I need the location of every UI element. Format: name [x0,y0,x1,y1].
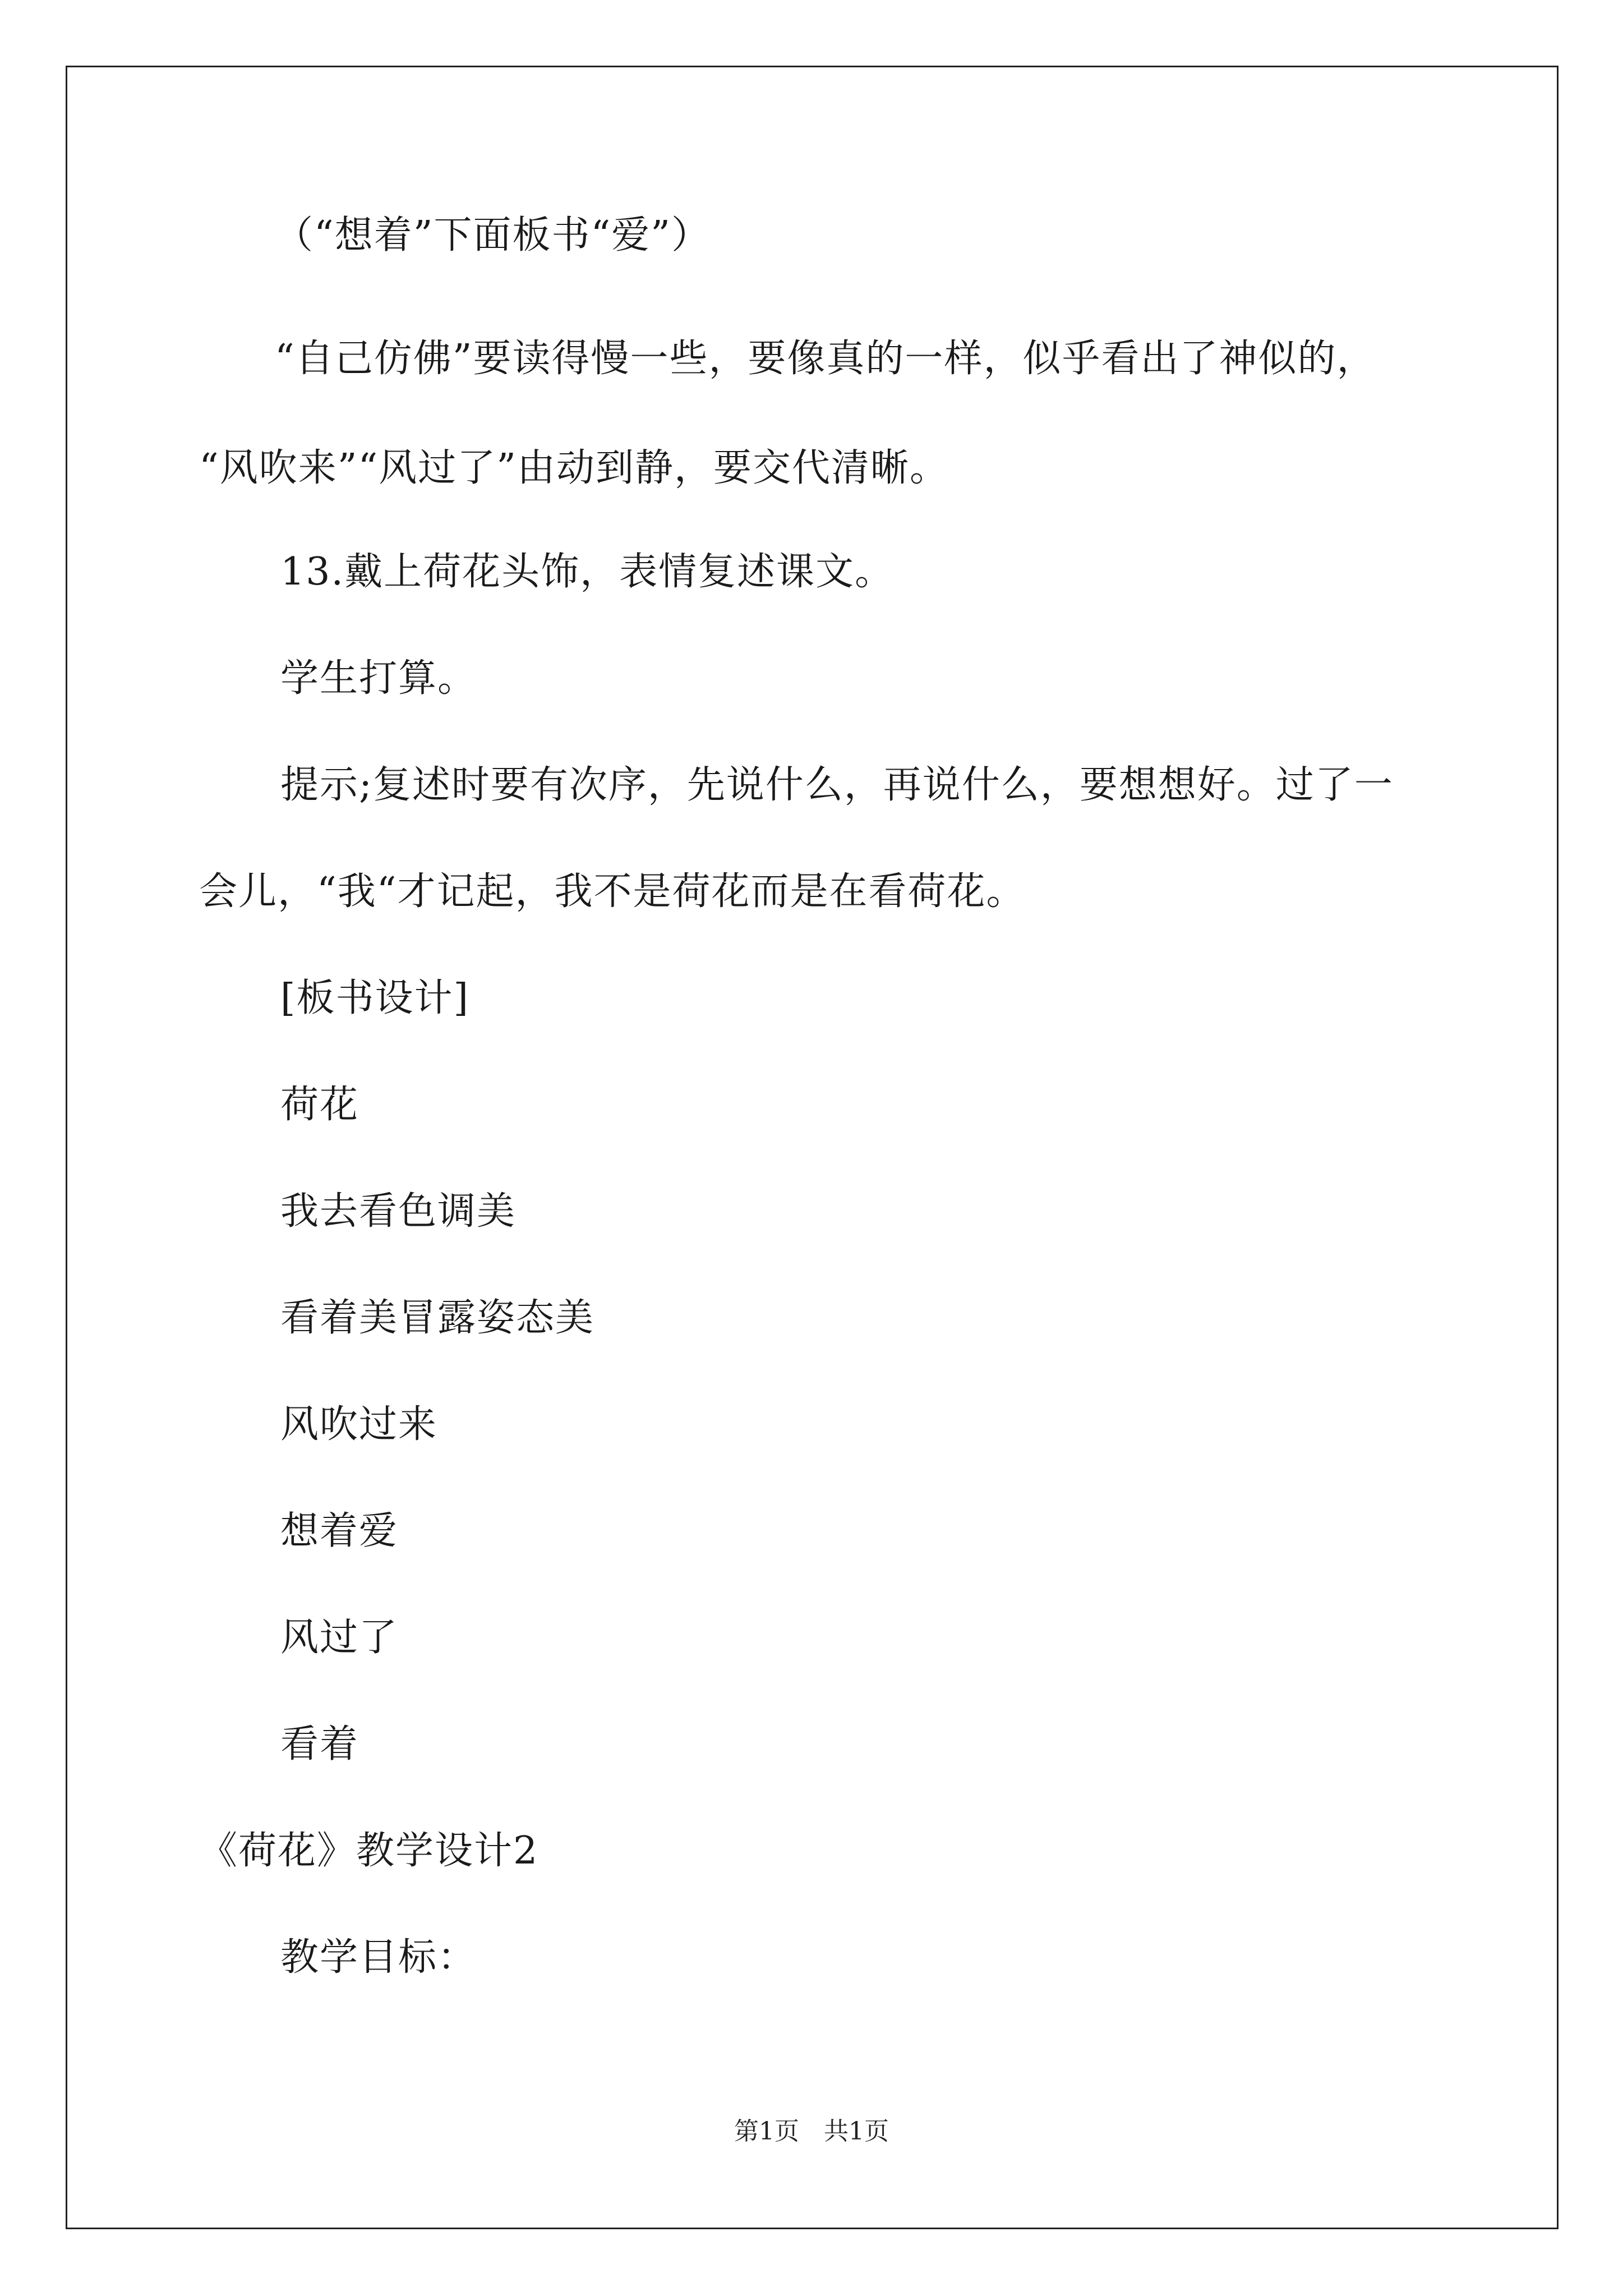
paragraph-line: 风吹过来 [280,1402,438,1447]
paragraph-line: 想着爱 [280,1509,399,1553]
paragraph-line: 我去看色调美 [280,1189,517,1234]
paragraph-line: 风过了 [280,1616,399,1660]
paragraph-line: （“想着”下面板书“爱”） [275,213,711,257]
page-footer: 第1页 共1页 [734,2117,889,2146]
page-border [66,66,1559,2229]
paragraph-line: 看着美冒露姿态美 [280,1296,595,1340]
paragraph-line: “风吹来”“风过了”由动到静，要交代清晰。 [199,446,949,490]
section-heading: 《荷花》教学设计2 [199,1829,539,1873]
paragraph-line: 荷花 [280,1083,359,1127]
paragraph-line: “自己仿佛”要读得慢一些，要像真的一样，似乎看出了神似的， [275,337,1376,381]
paragraph-line: 看着 [280,1722,359,1766]
paragraph-line: 会儿，“我“才记起，我不是荷花而是在看荷花。 [199,869,1026,914]
paragraph-line: 13.戴上荷花头饰，表情复述课文。 [280,550,895,594]
paragraph-line: 学生打算。 [280,656,477,701]
paragraph-line: 提示;复述时要有次序，先说什么，再说什么，要想想好。过了一 [280,763,1394,807]
paragraph-line: [板书设计] [280,976,470,1020]
paragraph-line: 教学目标： [280,1935,477,1980]
